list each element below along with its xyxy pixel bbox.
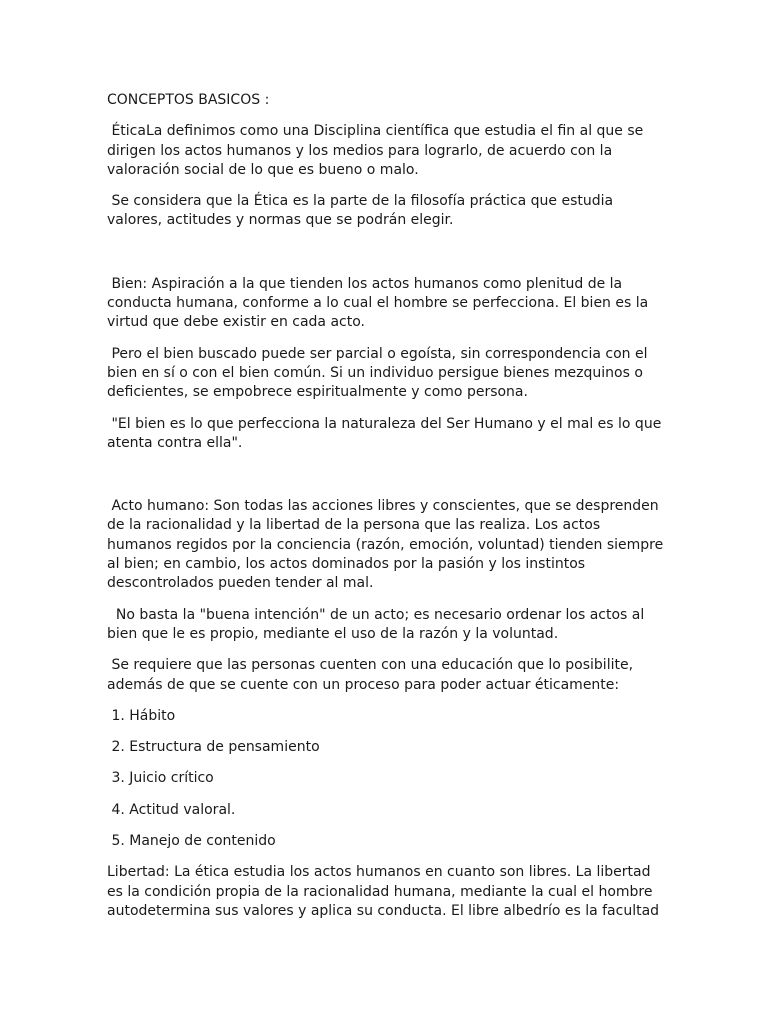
paragraph-educacion: Se requiere que las personas cuenten con una educación que lo posibilite, además de que se cuente con un proceso para poder actuar éticamente: (107, 657, 638, 693)
list-item-actitud: 4. Actitud valoral. (107, 801, 236, 818)
paragraph-etica-filosofia: Se considera que la Ética es la parte de la filosofía práctica que estudia valores, actitudes y normas que se podrán elegir. (107, 193, 618, 229)
document-title: CONCEPTOS BASICOS : (107, 92, 270, 108)
list-item-estructura: 2. Estructura de pensamiento (107, 739, 320, 756)
paragraph-bien-quote: "El bien es lo que perfecciona la naturaleza del Ser Humano y el mal es lo que atenta contra ella". (107, 415, 666, 451)
paragraph-bien-parcial: Pero el bien buscado puede ser parcial o egoísta, sin correspondencia con el bien en sí o con el bien común. Si un individuo persigue bienes mezquinos o deficientes, se empobrece espiritualmente y como persona. (107, 345, 652, 401)
paragraph-bien-definition: Bien: Aspiración a la que tienden los actos humanos como plenitud de la conducta humana, conforme a lo cual el hombre se perfecciona. El bien es la virtud que debe existir en cada acto. (107, 275, 653, 331)
list-item-manejo: 5. Manejo de contenido (107, 833, 276, 850)
document-body (107, 91, 667, 921)
paragraph-etica-definition: ÉticaLa definimos como una Disciplina científica que estudia el fin al que se dirigen los actos humanos y los medios para lograrlo, de acuerdo con la valoración social de lo que es bueno o malo. (107, 123, 648, 178)
list-item-juicio: 3. Juicio crítico (107, 770, 214, 787)
list-item-habito: 1. Hábito (107, 707, 176, 724)
paragraph-libertad: Libertad: La ética estudia los actos humanos en cuanto son libres. La libertad es la condición propia de la racionalidad humana, mediante la cual el hombre autodetermina sus valores y aplica su conducta. El libre albedrío es la facultad (107, 864, 660, 919)
paragraph-buena-intencion: No basta la "buena intención" de un acto; es necesario ordenar los actos al bien que le es propio, mediante el uso de la razón y la voluntad. (107, 606, 649, 642)
paragraph-acto-humano: Acto humano: Son todas las acciones libres y conscientes, que se desprenden de la racionalidad y la libertad de la persona que las realiza. Los actos humanos regidos por la conciencia (razón, emoción, voluntad) tienden siempre al bien; en cambio, los actos dominados por la pasión y los instintos descontrolados pueden tender al mal. (107, 498, 668, 592)
